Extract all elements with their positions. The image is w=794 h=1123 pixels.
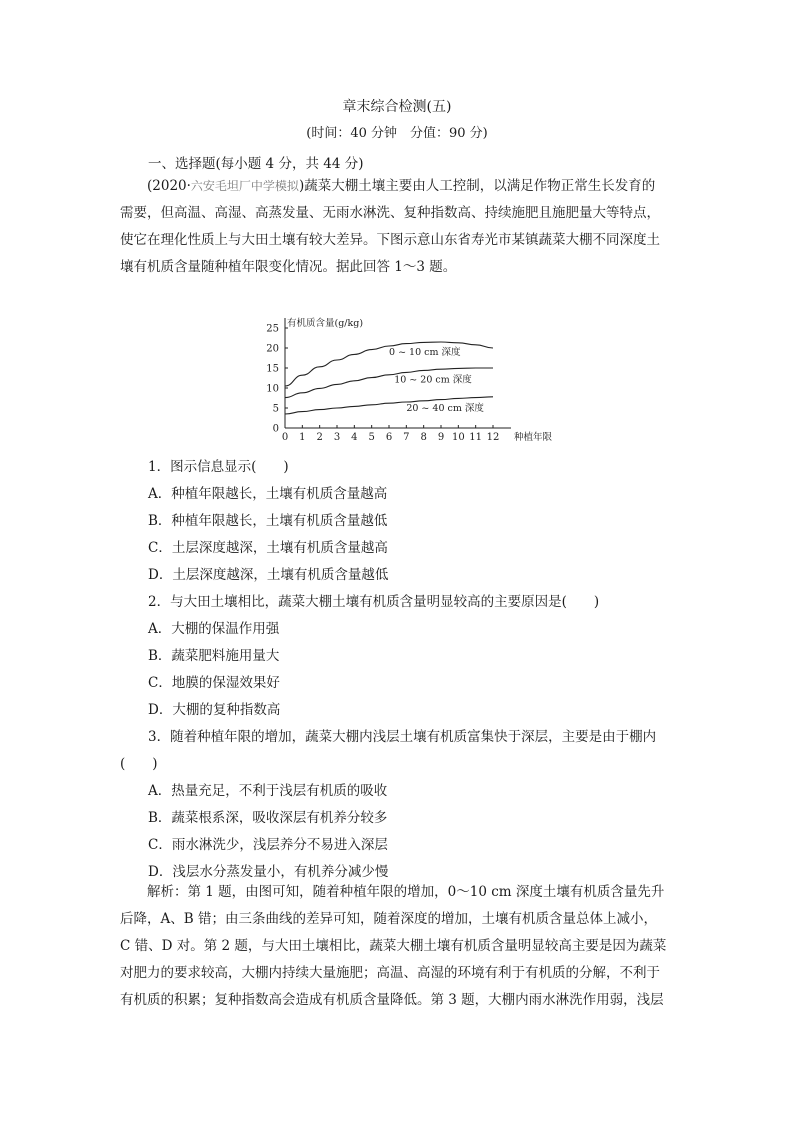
question-2-option-d[interactable]: D．大棚的复种指数高	[148, 702, 281, 718]
series-label: 10 ~ 20 cm 深度	[394, 374, 472, 386]
series-label: 0 ~ 10 cm 深度	[389, 347, 461, 359]
x-tick-label: 6	[385, 432, 393, 443]
question-1-option-b[interactable]: B．种植年限越长，土壤有机质含量越低	[148, 513, 388, 529]
x-tick-label: 9	[437, 432, 445, 443]
question-1-stem: 1．图示信息显示( )	[148, 459, 289, 475]
x-tick-label: 3	[333, 432, 341, 443]
y-tick-label: 0	[272, 423, 279, 435]
intro-line: 使它在理化性质上与大田土壤有较大差异。下图示意山东省寿光市某镇蔬菜大棚不同深度土	[120, 232, 660, 248]
x-tick-label: 4	[351, 432, 358, 443]
intro-paragraph	[120, 173, 682, 281]
x-tick-label: 10	[451, 432, 465, 443]
question-3-option-a[interactable]: A．热量充足，不利于浅层有机质的吸收	[148, 783, 388, 799]
question-3-option-d[interactable]: D．浅层水分蒸发量小，有机养分减少慢	[148, 864, 389, 880]
page-subtitle: (时间：40 分钟 分值：90 分)	[306, 126, 488, 141]
x-tick-label: 7	[403, 432, 410, 443]
y-tick-label: 15	[266, 363, 279, 375]
question-2-option-c[interactable]: C．地膜的保湿效果好	[148, 675, 280, 691]
analysis-line: 后降，A、B 错；由三条曲线的差异可知，随着深度的增加，土壤有机质含量总体上减小，	[120, 911, 657, 927]
source-handwritten: 六安毛坦厂中学模拟	[190, 179, 299, 193]
y-axis-label: 有机质含量(g/kg)	[287, 318, 364, 329]
analysis-line: C 错、D 对。第 2 题，与大田土壤相比，蔬菜大棚土壤有机质含量明显较高主要是因为蔬菜	[120, 938, 667, 954]
analysis-line: 对肥力的要求较高，大棚内持续大量施肥；高温、高湿的环境有利于有机质的分解，不利于	[120, 965, 660, 981]
x-tick-label: 2	[316, 432, 323, 443]
question-2-option-b[interactable]: B．蔬菜肥料施用量大	[148, 648, 280, 664]
page-title: 章末综合检测(五)	[342, 99, 452, 115]
question-3-stem-bracket: ( )	[120, 756, 158, 772]
intro-line: 壤有机质含量随种植年限变化情况。据此回答 1～3 题。	[120, 259, 457, 275]
y-tick-label: 10	[266, 383, 279, 395]
intro-line: (2020·六安毛坦厂中学模拟)蔬菜大棚土壤主要由人工控制，以满足作物正常生长发育的	[147, 178, 656, 194]
x-tick-label: 12	[486, 432, 500, 443]
x-axis-label: 种植年限	[514, 432, 553, 443]
question-1-option-a[interactable]: A．种植年限越长，土壤有机质含量越高	[148, 486, 388, 502]
question-3-stem: 3．随着种植年限的增加，蔬菜大棚内浅层土壤有机质富集快于深层，主要是由于棚内	[148, 729, 657, 745]
x-tick-label: 1	[299, 432, 306, 443]
y-tick-label: 20	[266, 343, 279, 355]
soil-organic-matter-chart	[262, 308, 553, 448]
question-2-stem: 2．与大田土壤相比，蔬菜大棚土壤有机质含量明显较高的主要原因是( )	[148, 594, 600, 610]
x-tick-label: 11	[469, 432, 483, 443]
x-tick-label: 8	[420, 432, 427, 443]
y-tick-label: 25	[266, 323, 279, 335]
series-label: 20 ~ 40 cm 深度	[406, 402, 484, 414]
chart-labels	[266, 317, 552, 443]
question-1-option-c[interactable]: C．土层深度越深，土壤有机质含量越高	[148, 540, 388, 556]
question-1-option-d[interactable]: D．土层深度越深，土壤有机质含量越低	[148, 567, 389, 583]
y-tick-label: 5	[272, 403, 279, 415]
analysis-line: 有机质的积累；复种指数高会造成有机质含量降低。第 3 题，大棚内雨水淋洗作用弱，浅层	[120, 992, 664, 1008]
intro-line: 需要，但高温、高湿、高蒸发量、无雨水淋洗、复种指数高、持续施肥且施肥量大等特点，	[120, 205, 660, 221]
x-tick-label: 5	[368, 432, 375, 443]
section-heading: 一、选择题(每小题 4 分，共 44 分)	[148, 156, 364, 172]
analysis-line: 解析：第 1 题，由图可知，随着种植年限的增加，0～10 cm 深度土壤有机质含量先升	[147, 884, 665, 900]
question-3-option-c[interactable]: C．雨水淋洗少，浅层养分不易进入深层	[148, 837, 388, 853]
x-tick-label: 0	[281, 432, 289, 443]
question-3-option-b[interactable]: B．蔬菜根系深，吸收深层有机养分较多	[148, 810, 388, 826]
analysis-paragraph	[120, 879, 682, 1014]
question-2-option-a[interactable]: A．大棚的保温作用强	[148, 621, 280, 637]
